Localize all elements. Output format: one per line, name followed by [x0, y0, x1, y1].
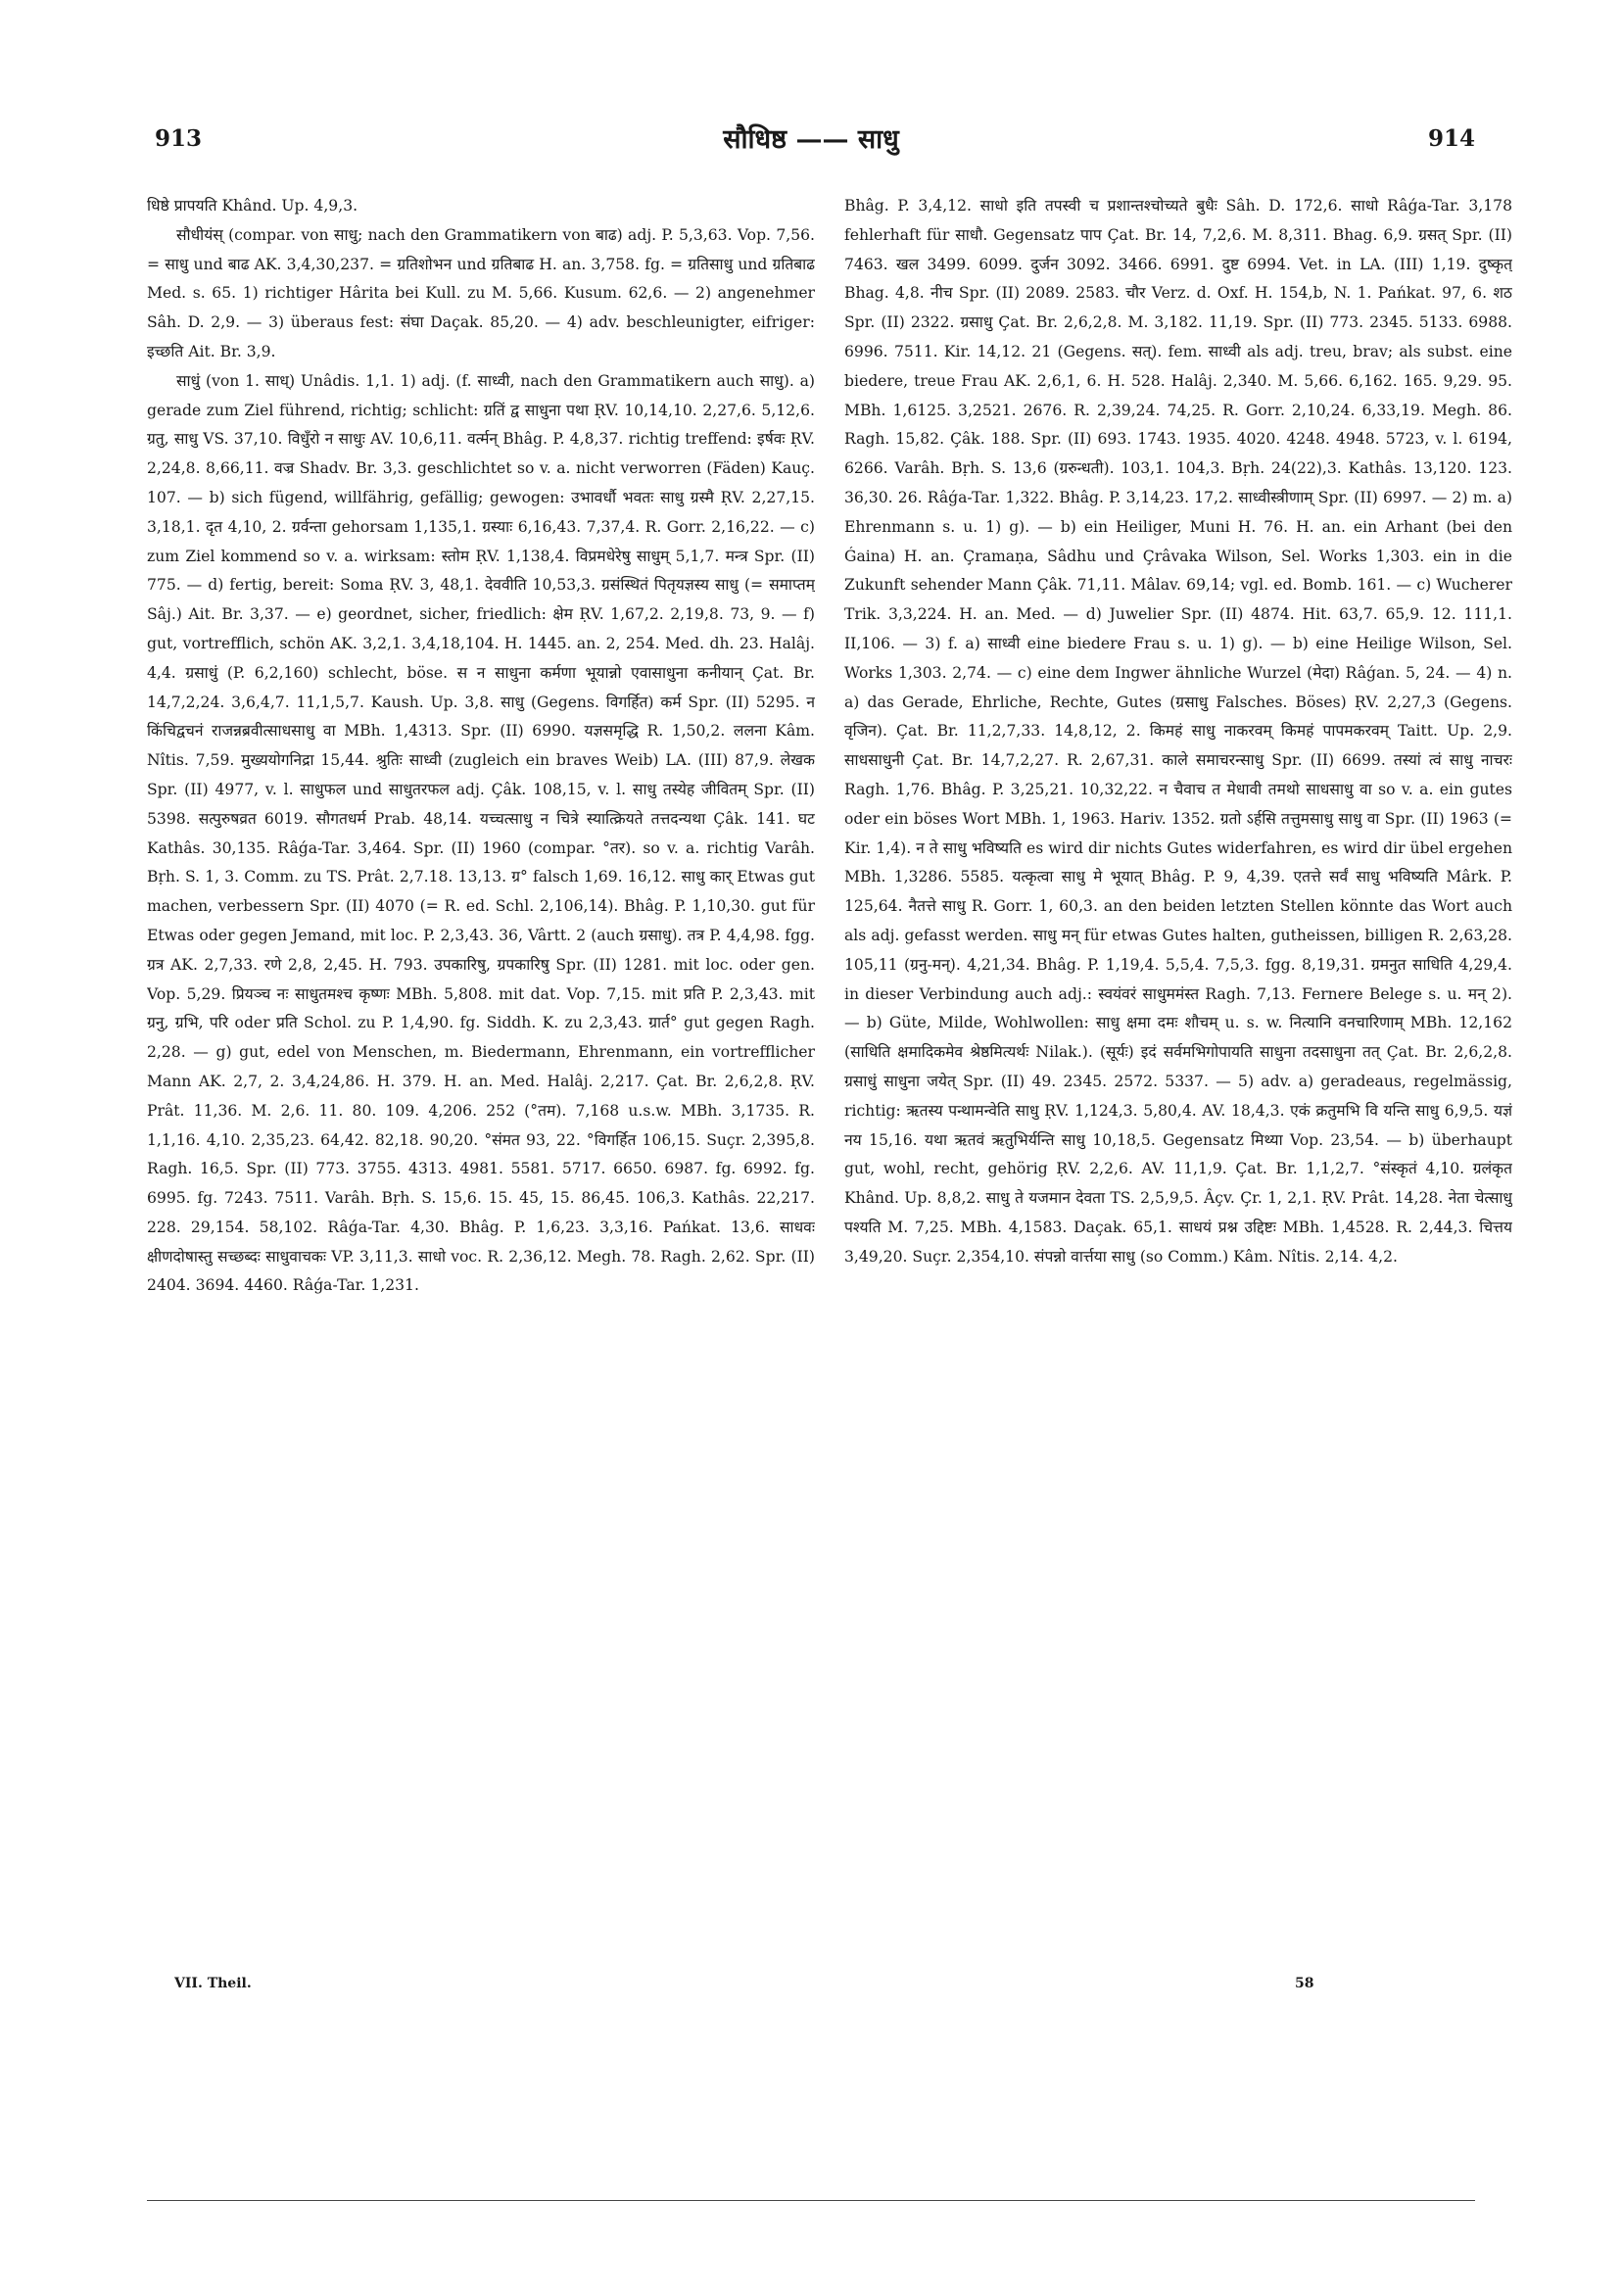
- bottom-rule: [147, 2200, 1475, 2201]
- entry-continuation: धिष्ठे प्रापयति Khând. Up. 4,9,3.: [147, 197, 358, 215]
- left-column: [147, 192, 815, 1965]
- right-column: [844, 192, 1512, 1965]
- page-number-right: 914: [1427, 125, 1475, 152]
- volume-label: VII. Theil.: [174, 1976, 252, 1991]
- entry-saudhiyams: सौधीयंस् (compar. von साधु; nach den Grammatikern von बाढ) adj. P. 5,3,63. Vop. 7,56. = साधु und बाढ AK. 3,4,30,237. = ग्रतिशोभन und ग्रतिबाढ H. an. 3,758. fg. = ग्रतिसाधु und ग्रतिबाढ Med. s. 65. 1) richtiger Hârita bei Kull. zu M. 5,66. Kusum. 62,6. — 2) angenehmer Sâh. D. 2,9. — 3) überaus fest: संघा Daçak. 85,20. — 4) adv. beschleunigter, eifriger: इच्छति Ait. Br. 3,9.: [147, 225, 815, 360]
- page-header: [147, 125, 1475, 165]
- running-title: सौधिष्ठ —— साधु: [723, 124, 899, 155]
- signature-number: 58: [1295, 1976, 1314, 1991]
- entry-sadhu: साधुं (von 1. साध्) Unâdis. 1,1. 1) adj. (f. साध्वी, nach den Grammatikern auch साधु). a) gerade zum Ziel führend, richtig; schlicht: ग्रतिं द्व साधुना पथा ṚV. 10,14,10. 2,27,6. 5,12,6. ग्रतु, साधु VS. 37,10. विधुँरो न साधुः AV. 10,6,11. वर्त्मन् Bhâg. P. 4,8,37. richtig treffend: इर्षवः ṚV. 2,24,8. 8,66,11. वज्र Shadv. Br. 3,3. geschlichtet so v. a. nicht verworren (Fäden) Kauç. 107. — b) sich fügend, willfährig, gefällig; gewogen: उभावर्धौ भवतः साधु ग्रस्मै ṚV. 2,27,15. 3,18,1. दृत 4,10, 2. ग्रर्वन्ता gehorsam 1,135,1. ग्रस्याः 6,16,43. 7,37,4. R. Gorr. 2,16,22. — c) zum Ziel kommend so v. a. wirksam: स्तोम ṚV. 1,138,4. विप्रमधेरेषु साधुम् 5,1,7. मन्त्र Spr. (II) 775. — d) fertig, bereit: Soma ṚV. 3, 48,1. देववीति 10,53,3. ग्रसंस्थितं पितृयज्ञस्य साधु (= समाप्तम् Sâj.) Ait. Br. 3,37. — e) geordnet, sicher, friedlich: क्षेम ṚV. 1,67,2. 2,19,8. 73, 9. — f) gut, vortrefflich, schön AK. 3,2,1. 3,4,18,104. H. 1445. an. 2, 254. Med. dh. 23. Halâj. 4,4. ग्रसाधुं (P. 6,2,160) schlecht, böse. स न साधुना कर्मणा भूयान्नो एवासाधुना कनीयान् Çat. Br. 14,7,2,24. 3,6,4,7. 11,1,5,7. Kaush. Up. 3,8. साधु (Gegens. विगर्हित) कर्म Spr. (II) 5295. न किंचिद्वचनं राजन्नब्रवीत्साधसाधु वा MBh. 1,4313. Spr. (II) 6990. यज्ञसमृद्धि R. 1,50,2. ललना Kâm. Nîtis. 7,59. मुख्ययोगनिद्रा 15,44. श्रुतिः साध्वी (zugleich ein braves Weib) LA. (III) 87,9. लेखक Spr. (II) 4977, v. l. साधुफल und साधुतरफल adj. Çâk. 108,15, v. l. साधु तस्येह जीवितम् Spr. (II) 5398. सत्पुरुषव्रत 6019. सौगतधर्म Prab. 48,14. यच्चत्साधु न चित्रे स्यात्क्रियते तत्तदन्यथा Çâk. 141. घट Kathâs. 30,135. Râǵa-Tar. 3,464. Spr. (II) 1960 (compar. °तर). so v. a. richtig Varâh. Bṛh. S. 1, 3. Comm. zu TS. Prât. 2,7.18. 13,13. ग्र° falsch 1,69. 16,12. साधु कार् Etwas gut machen, verbessern Spr. (II) 4070 (= R. ed. Schl. 2,106,14). Bhâg. P. 1,10,30. gut für Etwas oder gegen Jemand, mit loc. P. 2,3,43. 36, Vârtt. 2 (auch ग्रसाधु). तत्र P. 4,4,98. fgg. ग्रत्र AK. 2,7,33. रणे 2,8, 2,45. H. 793. उपकारिषु, ग्रपकारिषु Spr. (II) 1281. mit loc. oder gen. Vop. 5,29. प्रियञ्च नः साधुतमश्च कृष्णः MBh. 5,808. mit dat. Vop. 7,15. mit प्रति P. 2,3,43. mit ग्रनु, ग्रभि, परि oder प्रति Schol. zu P. 1,4,90. fg. Siddh. K. zu 2,3,43. ग्रार्त° gut gegen Ragh. 2,28. — g) gut, edel von Menschen, m. Biedermann, Ehrenmann, ein vortrefflicher Mann AK. 2,7, 2. 3,4,24,86. H. 379. H. an. Med. Halâj. 2,217. Çat. Br. 2,6,2,8. ṚV. Prât. 11,36. M. 2,6. 11. 80. 109. 4,206. 252 (°तम). 7,168 u.s.w. MBh. 3,1735. R. 1,1,16. 4,10. 2,35,23. 64,42. 82,18. 90,20. °संमत 93, 22. °विगर्हित 106,15. Suçr. 2,395,8. Ragh. 16,5. Spr. (II) 773. 3755. 4313. 4981. 5581. 5717. 6650. 6987. fg. 6992. fg. 6995. fg. 7243. 7511. Varâh. Bṛh. S. 15,6. 15. 45, 15. 86,45. 106,3. Kathâs. 22,217. 228. 29,154. 58,102. Râǵa-Tar. 4,30. Bhâg. P. 1,6,23. 3,3,16. Pańkat. 13,6. साधवः क्षीणदोषास्तु सच्छब्दः साधुवाचकः VP. 3,11,3. साधो voc. R. 2,36,12. Megh. 78. Ragh. 2,62. Spr. (II) 2404. 3694. 4460. Râǵa-Tar. 1,231.: [147, 371, 815, 1295]
- page-number-left: 913: [155, 125, 203, 152]
- entry-sadhu-continued: Bhâg. P. 3,4,12. साधो इति तपस्वी च प्रशान्तश्चोच्यते बुधैः Sâh. D. 172,6. साधो Râǵa-Tar. 3,178 fehlerhaft für साधौ. Gegensatz पाप Çat. Br. 14, 7,2,6. M. 8,311. Bhag. 6,9. ग्रसत् Spr. (II) 7463. खल 3499. 6099. दुर्जन 3092. 3466. 6991. दुष्ट 6994. Vet. in LA. (III) 1,19. दुष्कृत् Bhag. 4,8. नीच Spr. (II) 2089. 2583. चौर Verz. d. Oxf. H. 154,b, N. 1. Pańkat. 97, 6. शठ Spr. (II) 2322. ग्रसाधु Çat. Br. 2,6,2,8. M. 3,182. 11,19. Spr. (II) 773. 2345. 5133. 6988. 6996. 7511. Kir. 14,12. 21 (Gegens. सत्). fem. साध्वी als adj. treu, brav; als subst. eine biedere, treue Frau AK. 2,6,1, 6. H. 528. Halâj. 2,340. M. 5,66. 6,162. 165. 9,29. 95. MBh. 1,6125. 3,2521. 2676. R. 2,39,24. 74,25. R. Gorr. 2,10,24. 6,33,19. Megh. 86. Ragh. 15,82. Çâk. 188. Spr. (II) 693. 1743. 1935. 4020. 4248. 4948. 5723, v. l. 6194, 6266. Varâh. Bṛh. S. 13,6 (ग्ररुन्धती). 103,1. 104,3. Bṛh. 24(22),3. Kathâs. 13,120. 123. 36,30. 26. Râǵa-Tar. 1,322. Bhâg. P. 3,14,23. 17,2. साध्वीस्त्रीणाम् Spr. (II) 6997. — 2) m. a) Ehrenmann s. u. 1) g). — b) ein Heiliger, Muni H. 76. H. an. ein Arhant (bei den Ǵaina) H. an. Çramaṇa, Sâdhu und Çrâvaka Wilson, Sel. Works 1,303. ein in die Zukunft sehender Mann Çâk. 71,11. Mâlav. 69,14; vgl. ed. Bomb. 161. — c) Wucherer Trik. 3,3,224. H. an. Med. — d) Juwelier Spr. (II) 4874. Hit. 63,7. 65,9. 12. 111,1. II,106. — 3) f. a) साध्वी eine biedere Frau s. u. 1) g). — b) eine Heilige Wilson, Sel. Works 1,303. 2,74. — c) eine dem Ingwer ähnliche Wurzel (मेदा) Râǵan. 5, 24. — 4) n. a) das Gerade, Ehrliche, Rechte, Gutes (ग्रसाधु Falsches. Böses) ṚV. 2,27,3 (Gegens. वृजिन). Çat. Br. 11,2,7,33. 14,8,12, 2. किमहं साधु नाकरवम् किमहं पापमकरवम् Taitt. Up. 2,9. साधसाधुनी Çat. Br. 14,7,2,27. R. 2,67,31. काले समाचरन्साधु Spr. (II) 6699. तस्यां त्वं साधु नाचरः Ragh. 1,76. Bhâg. P. 3,25,21. 10,32,22. न चैवाच त मेधावी तमथो साधसाधु वा so v. a. ein gutes oder ein böses Wort MBh. 1, 1963. Hariv. 1352. ग्रतो ऽर्हसि तत्तुमसाधु साधु वा Spr. (II) 1963 (= Kir. 1,4). न ते साधु भविष्यति es wird dir nichts Gutes widerfahren, es wird dir übel ergehen MBh. 1,3286. 5585. यत्कृत्वा साधु मे भूयात् Bhâg. P. 9, 4,39. एतत्ते सर्वं साधु भविष्यति Mârk. P. 125,64. नैतत्ते साधु R. Gorr. 1, 60,3. an den beiden letzten Stellen könnte das Wort auch als adj. gefasst werden. साधु मन् für etwas Gutes halten, gutheissen, billigen R. 2,63,28. 105,11 (ग्रनु-मन्). 4,21,34. Bhâg. P. 1,19,4. 5,5,4. 7,5,3. fgg. 8,19,31. ग्रमनुत साधिति 4,29,4. in dieser Verbindung auch adj.: स्वयंवरं साधुममंस्त Ragh. 7,13. Fernere Belege s. u. मन् 2). — b) Güte, Milde, Wohlwollen: साधु क्षमा दमः शौचम् u. s. w. नित्यानि वनचारिणाम् MBh. 12,162 (साधिति क्षमादिकमेव श्रेष्ठमित्यर्थः Nilak.). (सूर्यः) इदं सर्वमभिगोपायति साधुना तदसाधुना तत् Çat. Br. 2,6,2,8. ग्रसाधुं साधुना जयेत् Spr. (II) 49. 2345. 2572. 5337. — 5) adv. a) geradeaus, regelmässig, richtig: ऋतस्य पन्थामन्वेति साधु ṚV. 1,124,3. 5,80,4. AV. 18,4,3. एकं क्रतुमभि वि यन्ति साधु 6,9,5. यज्ञं नय 15,16. यथा ऋतवं ऋतुभिर्यन्ति साधु 10,18,5. Gegensatz मिथ्या Vop. 23,54. — b) überhaupt gut, wohl, recht, gehörig ṚV. 2,2,6. AV. 11,1,9. Çat. Br. 1,1,2,7. °संस्कृतं 4,10. ग्रलंकृत Khând. Up. 8,8,2. साधु ते यजमान देवता TS. 2,5,9,5. Âçv. Çr. 1, 2,1. ṚV. Prât. 14,28. नेता चेत्साधु पश्यति M. 7,25. MBh. 4,1583. Daçak. 65,1. साधयं प्रश्न उद्दिष्टः MBh. 1,4528. R. 2,44,3. चित्तय 3,49,20. Suçr. 2,354,10. संपन्नो वार्त्तया साधु (so Comm.) Kâm. Nîtis. 2,14. 4,2.: [844, 197, 1512, 1266]
